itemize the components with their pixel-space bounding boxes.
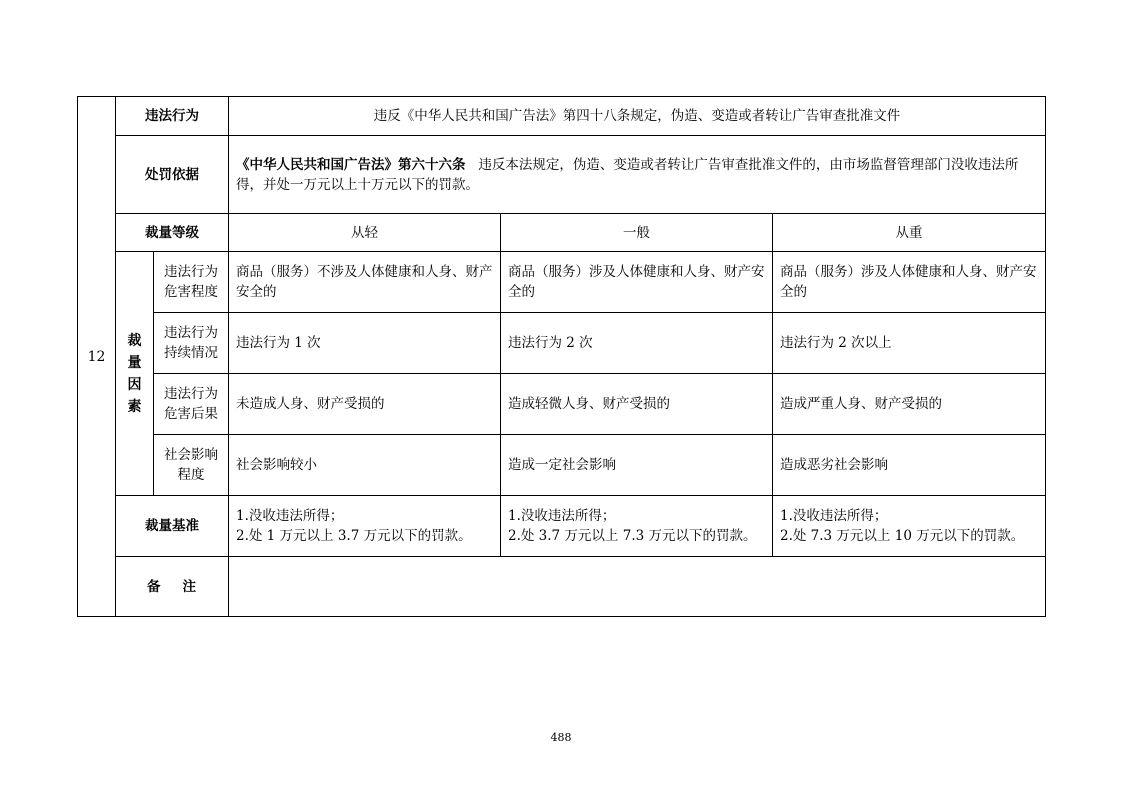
penalty-table bbox=[77, 96, 1046, 617]
factor-value: 商品（服务）不涉及人体健康和人身、财产安全的 bbox=[229, 252, 501, 313]
factor-row bbox=[78, 374, 1046, 435]
basis-row bbox=[78, 136, 1046, 214]
factor-value: 商品（服务）涉及人体健康和人身、财产安全的 bbox=[501, 252, 773, 313]
standard-value: 1.没收违法所得； 2.处 1 万元以上 3.7 万元以下的罚款。 bbox=[229, 496, 501, 557]
basis-cell bbox=[229, 136, 1046, 214]
factor-value: 违法行为 2 次 bbox=[501, 313, 773, 374]
grade-light: 从轻 bbox=[229, 214, 501, 252]
factor-value: 违法行为 2 次以上 bbox=[773, 313, 1046, 374]
factor-value: 造成恶劣社会影响 bbox=[773, 435, 1046, 496]
factor-value: 社会影响较小 bbox=[229, 435, 501, 496]
grade-heavy: 从重 bbox=[773, 214, 1046, 252]
factor-value: 造成严重人身、财产受损的 bbox=[773, 374, 1046, 435]
factor-value: 造成一定社会影响 bbox=[501, 435, 773, 496]
factor-value: 未造成人身、财产受损的 bbox=[229, 374, 501, 435]
standard-value: 1.没收违法所得； 2.处 3.7 万元以上 7.3 万元以下的罚款。 bbox=[501, 496, 773, 557]
factor-name: 违法行为危害后果 bbox=[154, 374, 229, 435]
standard-row bbox=[78, 496, 1046, 557]
violation-text: 违反《中华人民共和国广告法》第四十八条规定，伪造、变造或者转让广告审查批准文件 bbox=[229, 97, 1046, 136]
factors-label: 裁量因素 bbox=[116, 252, 154, 496]
remarks-value bbox=[229, 557, 1046, 617]
remarks-row bbox=[78, 557, 1046, 617]
grade-row bbox=[78, 214, 1046, 252]
factor-value: 违法行为 1 次 bbox=[229, 313, 501, 374]
factor-value: 造成轻微人身、财产受损的 bbox=[501, 374, 773, 435]
standard-label: 裁量基准 bbox=[116, 496, 229, 557]
basis-text: 违反本法规定，伪造、变造或者转让广告审查批准文件的，由市场监督管理部门没收违法所得，并处一万元以上十万元以下的罚款。 bbox=[236, 156, 1019, 193]
factor-row bbox=[78, 252, 1046, 313]
factor-name: 违法行为危害程度 bbox=[154, 252, 229, 313]
violation-label: 违法行为 bbox=[116, 97, 229, 136]
factor-row bbox=[78, 435, 1046, 496]
factor-name: 社会影响程度 bbox=[154, 435, 229, 496]
grade-normal: 一般 bbox=[501, 214, 773, 252]
standard-value: 1.没收违法所得； 2.处 7.3 万元以上 10 万元以下的罚款。 bbox=[773, 496, 1046, 557]
remarks-label: 备注 bbox=[116, 557, 229, 617]
factor-value: 商品（服务）涉及人体健康和人身、财产安全的 bbox=[773, 252, 1046, 313]
factor-name: 违法行为持续情况 bbox=[154, 313, 229, 374]
basis-label: 处罚依据 bbox=[116, 136, 229, 214]
page-number: 488 bbox=[550, 731, 572, 744]
violation-row bbox=[78, 97, 1046, 136]
item-number: 12 bbox=[78, 97, 116, 617]
grade-label: 裁量等级 bbox=[116, 214, 229, 252]
basis-law: 《中华人民共和国广告法》第六十六条 bbox=[236, 156, 466, 173]
factor-row bbox=[78, 313, 1046, 374]
